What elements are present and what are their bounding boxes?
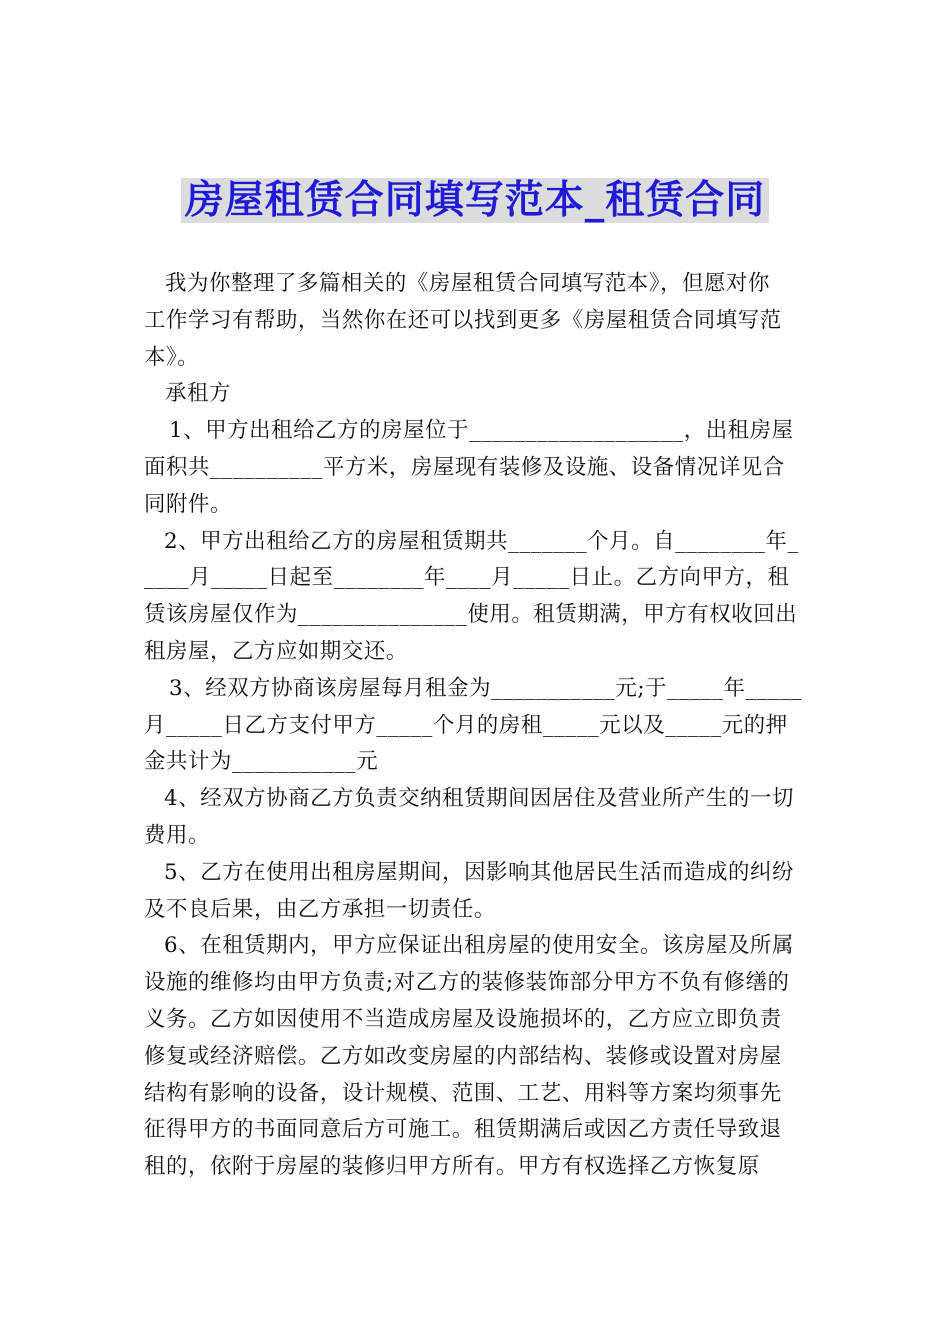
document-title: 房屋租赁合同填写范本_租赁合同 [181, 178, 770, 223]
clause-1 [144, 413, 809, 523]
clause-line: 租的，依附于房屋的装修归甲方所有。甲方有权选择乙方恢复原 [144, 1154, 760, 1180]
party-label: 承租方 [165, 381, 231, 407]
clause-line: 6、在租赁期内，甲方应保证出租房屋的使用安全。该房屋及所属 [164, 933, 794, 959]
clause-line: 修复或经济赔偿。乙方如改变房屋的内部结构、装修或设置对房屋 [144, 1043, 782, 1069]
clause-line: 3、经双方协商该房屋每月租金为___________元;于_____年_____ [169, 675, 803, 701]
clause-line: 费用。 [144, 822, 210, 848]
clause-line: 同附件。 [144, 491, 232, 517]
clause-line: 1、甲方出租给乙方的房屋位于___________________，出租房屋 [169, 418, 794, 444]
clause-line: 设施的维修均由甲方负责;对乙方的装修装饰部分甲方不负有修缮的 [144, 970, 790, 996]
clause-line: 义务。乙方如因使用不当造成房屋及设施损坏的，乙方应立即负责 [144, 1006, 782, 1032]
clause-line: 面积共__________平方米，房屋现有装修及设施、设备情况详见合 [144, 454, 785, 480]
clause-6 [144, 928, 809, 1186]
clause-line: 及不良后果，由乙方承担一切责任。 [144, 896, 496, 922]
intro-line: 我为你整理了多篇相关的《房屋租赁合同填写范本》，但愿对你 [165, 271, 771, 296]
clause-line: 赁该房屋仅作为_______________使用。租赁期满，甲方有权收回出 [144, 602, 798, 628]
clause-line: 结构有影响的设备，设计规模、范围、工艺、用料等方案均须事先 [144, 1080, 782, 1106]
clause-5 [144, 855, 809, 929]
document-title-block [0, 172, 950, 230]
clause-line: 4、经双方协商乙方负责交纳租赁期间因居住及营业所产生的一切 [164, 786, 794, 812]
clause-line: 5、乙方在使用出租房屋期间，因影响其他居民生活而造成的纠纷 [164, 859, 794, 885]
clause-2 [144, 524, 809, 671]
clause-3 [144, 671, 809, 781]
intro-line: 工作学习有帮助，当然你在还可以找到更多《房屋租赁合同填写范 [144, 307, 782, 333]
party-label-paragraph [144, 376, 809, 413]
clause-4 [144, 781, 809, 855]
intro-paragraph [144, 266, 809, 376]
clause-line: 2、甲方出租给乙方的房屋租赁期共_______个月。自________年_ [164, 528, 799, 554]
clause-line: 月_____日乙方支付甲方_____个月的房租_____元以及_____元的押 [144, 712, 788, 738]
clause-line: ____月_____日起至________年____月_____日止。乙方向甲方，租 [144, 565, 790, 591]
intro-line: 本》。 [144, 344, 200, 370]
clause-line: 征得甲方的书面同意后方可施工。租赁期满后或因乙方责任导致退 [144, 1117, 782, 1143]
clause-line: 金共计为___________元 [144, 749, 379, 775]
document-body [144, 266, 809, 1186]
clause-line: 租房屋，乙方应如期交还。 [144, 638, 408, 664]
